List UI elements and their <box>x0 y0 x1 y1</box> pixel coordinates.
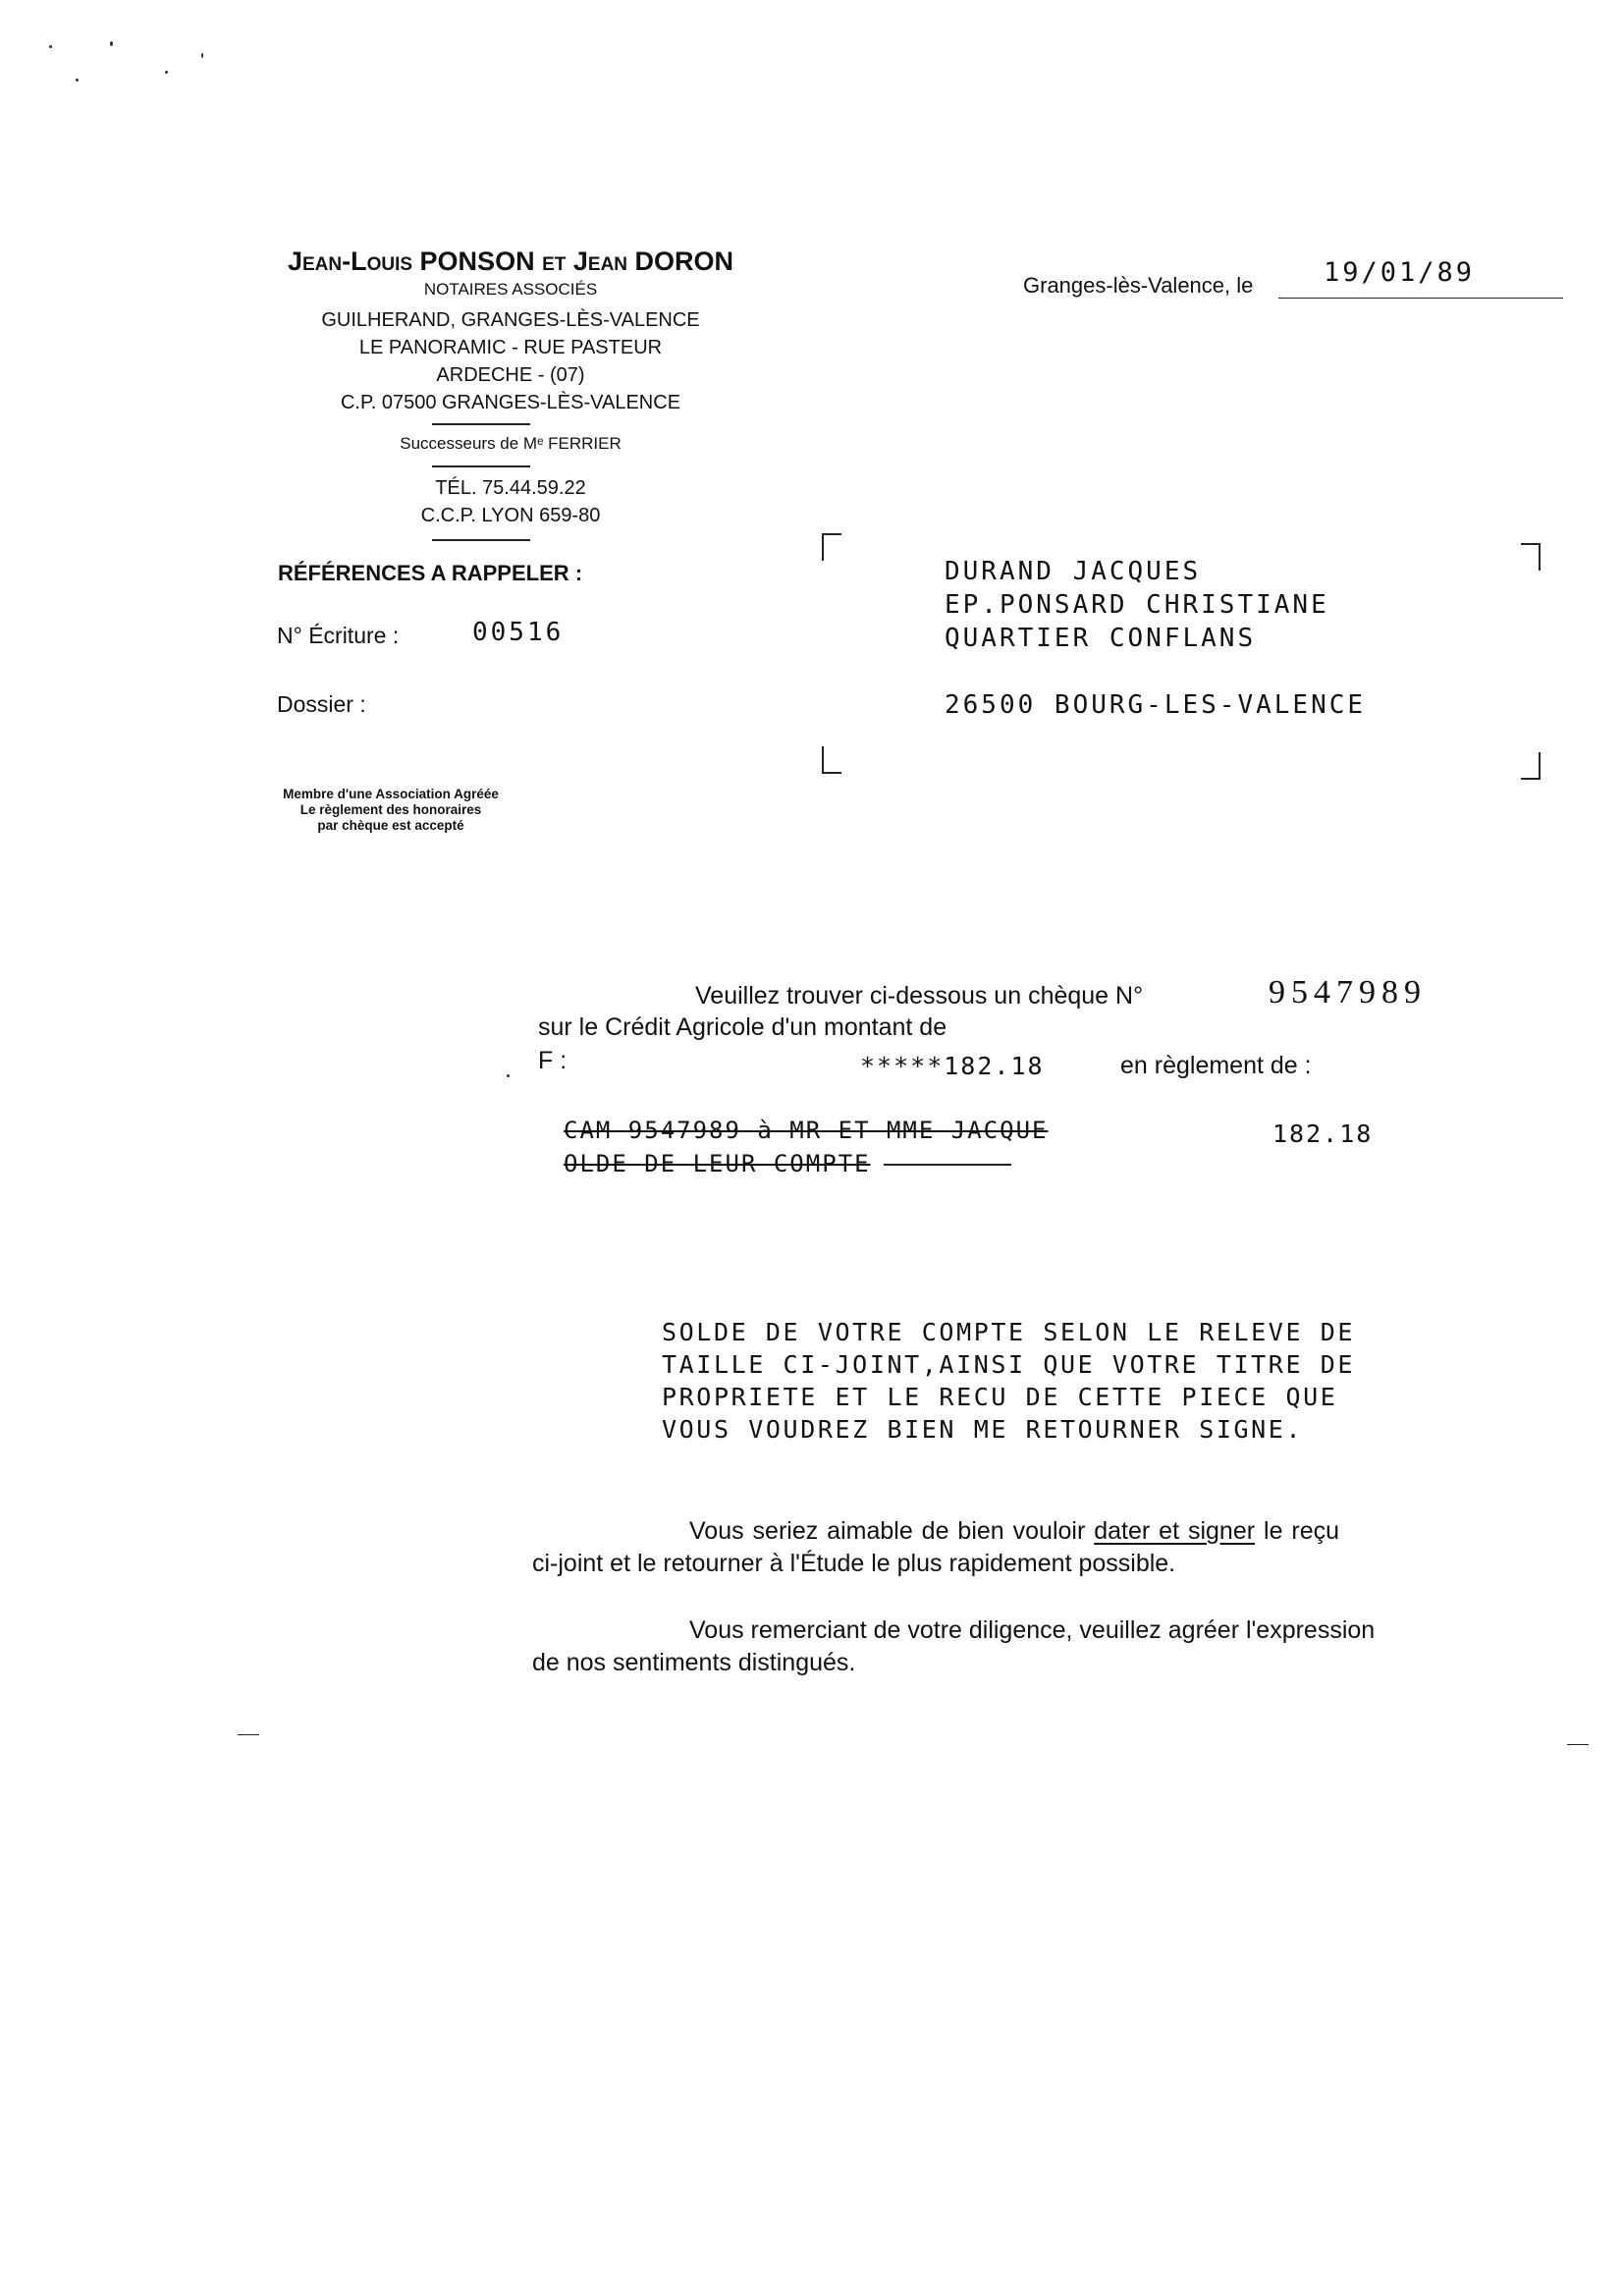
message-line-1: SOLDE DE VOTRE COMPTE SELON LE RELEVE DE <box>662 1318 1356 1346</box>
closing-paragraph-2-line-1: Vous remerciant de votre diligence, veuillez agréer l'expression <box>689 1616 1376 1644</box>
date-underline <box>1278 298 1563 299</box>
message-line-2: TAILLE CI-JOINT,AINSI QUE VOTRE TITRE DE <box>662 1350 1356 1379</box>
message-line-4: VOUS VOUDREZ BIEN ME RETOURNER SIGNE. <box>662 1415 1304 1444</box>
letterhead <box>265 244 756 416</box>
window-corner-top-right <box>1521 543 1541 571</box>
firm-address-1: GUILHERAND, GRANGES-LÈS-VALENCE <box>321 309 700 331</box>
recipient-block <box>945 555 1329 655</box>
firm-address-2: LE PANORAMIC - RUE PASTEUR <box>358 337 663 358</box>
scan-speck <box>49 45 52 48</box>
fold-mark-right <box>1567 1744 1589 1745</box>
strike-extension <box>884 1164 1011 1166</box>
cheque-bank: sur le Crédit Agricole d'un montant de <box>538 1013 947 1041</box>
window-corner-bottom-right <box>1521 752 1541 780</box>
closing-paragraph-1-line-2: ci-joint et le retourner à l'Étude le plus rapidement possible. <box>532 1550 1176 1577</box>
dossier-label: Dossier : <box>277 691 366 717</box>
scan-speck <box>201 53 203 58</box>
letterhead-divider-1 <box>432 423 530 425</box>
cheque-intro: Veuillez trouver ci-dessous un chèque N° <box>695 982 1144 1010</box>
recipient-line-2: EP.PONSARD CHRISTIANE <box>945 590 1329 620</box>
successor-note: Successeurs de Mᵉ FERRIER <box>400 434 622 453</box>
phone: TÉL. 75.44.59.22 <box>435 477 586 499</box>
scan-speck <box>76 79 79 82</box>
cheque-number: 9547989 <box>1269 974 1427 1011</box>
struck-line-1: CAM 9547989 à MR ET MME JACQUE <box>564 1117 1049 1144</box>
scan-speck <box>110 41 113 46</box>
recipient-line-1: DURAND JACQUES <box>945 557 1202 586</box>
firm-address-4: C.P. 07500 GRANGES-LÈS-VALENCE <box>340 392 681 413</box>
window-corner-bottom-left <box>822 746 841 774</box>
recipient-line-3: QUARTIER CONFLANS <box>945 624 1257 653</box>
cheque-reglement: en règlement de : <box>1120 1052 1312 1079</box>
message-line-3: PROPRIETE ET LE RECU DE CETTE PIECE QUE <box>662 1383 1338 1411</box>
ecriture-value: 00516 <box>472 618 565 647</box>
scan-speck <box>507 1074 510 1077</box>
references-title: RÉFÉRENCES A RAPPELER : <box>278 561 583 585</box>
cheque-amount: *****182.18 <box>860 1052 1045 1080</box>
date-place: Granges-lès-Valence, le <box>1023 273 1254 298</box>
cheque-currency: F : <box>538 1047 568 1074</box>
ecriture-label: N° Écriture : <box>277 623 400 648</box>
underlined-instruction: dater et signer <box>1094 1517 1256 1545</box>
fold-mark-left <box>238 1734 259 1735</box>
struck-line-2: OLDE DE LEUR COMPTE <box>564 1150 871 1177</box>
firm-name: Jean-Louis PONSON et Jean DORON <box>287 246 734 276</box>
association-note: Membre d'une Association Agréée Le règlement des honoraires par chèque est accepté <box>283 787 499 833</box>
ccp: C.C.P. LYON 659-80 <box>420 505 601 526</box>
date-value: 19/01/89 <box>1324 257 1476 288</box>
struck-amount: 182.18 <box>1272 1120 1374 1148</box>
firm-subtitle: NOTAIRES ASSOCIÉS <box>423 280 598 299</box>
recipient-city: 26500 BOURG-LES-VALENCE <box>945 690 1367 720</box>
message-block <box>662 1316 1355 1446</box>
window-corner-top-left <box>822 533 841 561</box>
closing-paragraph-2-line-2: de nos sentiments distingués. <box>532 1649 856 1676</box>
scan-speck <box>165 71 168 74</box>
closing-paragraph-1-line-1: Vous seriez aimable de bien vouloir dater et signer le reçu <box>689 1517 1340 1545</box>
letterhead-divider-2 <box>432 465 530 467</box>
firm-address-3: ARDECHE - (07) <box>436 364 585 386</box>
letterhead-divider-3 <box>432 539 530 541</box>
